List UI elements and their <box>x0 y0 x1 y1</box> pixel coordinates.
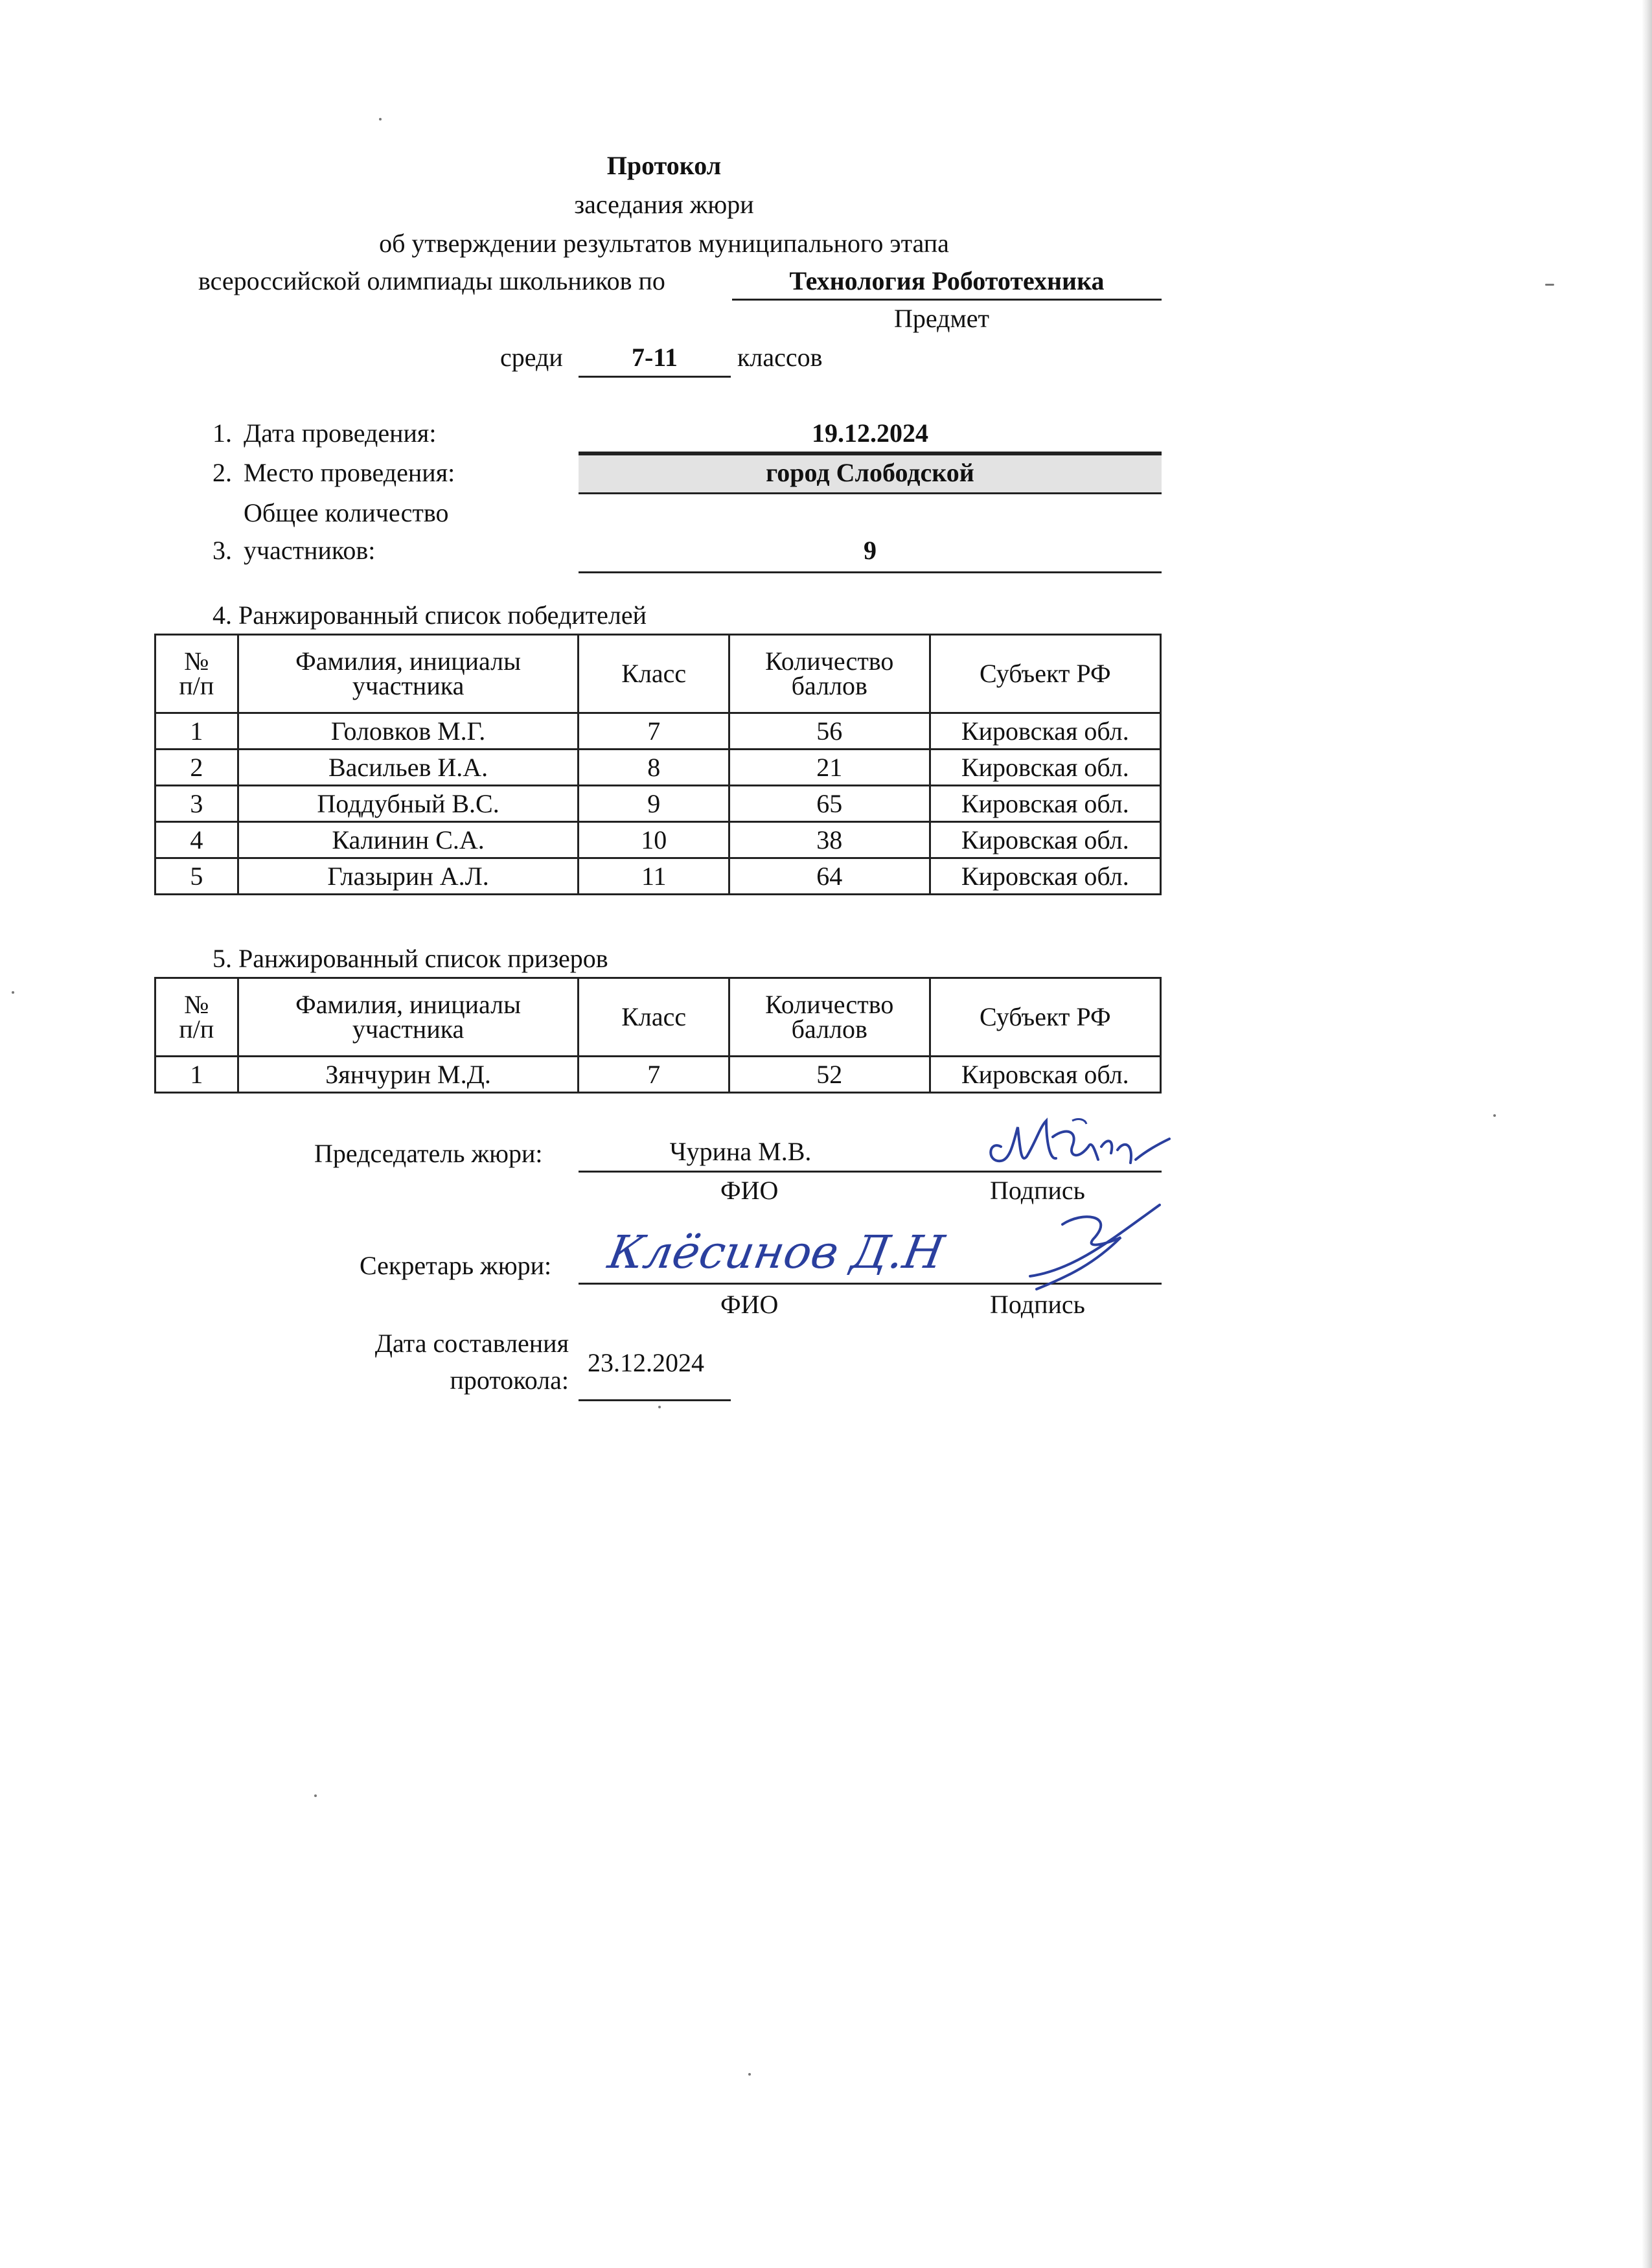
table-cell: Калинин С.А. <box>238 822 579 858</box>
table-cell: 21 <box>729 750 930 786</box>
title-line-2: заседания жюри <box>574 190 754 219</box>
table-cell: Кировская обл. <box>930 750 1160 786</box>
date-label-line1: Дата составления <box>374 1329 569 1358</box>
column-header: Субъект РФ <box>930 978 1160 1057</box>
table-cell: 5 <box>155 858 238 895</box>
table-cell: Кировская обл. <box>930 786 1160 822</box>
title-line-4: всероссийской олимпиады школьников по <box>198 266 665 295</box>
table-cell: 7 <box>579 1057 729 1093</box>
secretary-signature <box>998 1198 1179 1302</box>
date-held-value: 19.12.2024 <box>812 418 928 448</box>
table-row <box>155 786 1161 822</box>
column-header: Фамилия, инициалы участника <box>238 635 579 713</box>
table-cell: 56 <box>729 713 930 750</box>
table-cell: 7 <box>579 713 729 750</box>
info-3-label-line2: участников: <box>244 536 376 565</box>
table-cell: 8 <box>579 750 729 786</box>
table-cell: 11 <box>579 858 729 895</box>
column-header: № п/п <box>155 978 238 1057</box>
table-cell: Васильев И.А. <box>238 750 579 786</box>
table-cell: Поддубный В.С. <box>238 786 579 822</box>
table-cell: Головков М.Г. <box>238 713 579 750</box>
table-cell: Кировская обл. <box>930 1057 1160 1093</box>
column-header: № п/п <box>155 635 238 713</box>
column-header: Субъект РФ <box>930 635 1160 713</box>
chair-label: Председатель жюри: <box>314 1139 543 1168</box>
secretary-fio-caption: ФИО <box>720 1290 779 1319</box>
table-cell: 4 <box>155 822 238 858</box>
table-row <box>155 1057 1161 1093</box>
table-cell: 2 <box>155 750 238 786</box>
table-cell: 10 <box>579 822 729 858</box>
table-cell: Зянчурин М.Д. <box>238 1057 579 1093</box>
winners-table <box>154 634 1162 895</box>
chair-fio-caption: ФИО <box>720 1176 779 1205</box>
column-header: Фамилия, инициалы участника <box>238 978 579 1057</box>
scan-edge-shadow <box>1642 0 1652 2268</box>
winners-heading: 4. Ранжированный список победителей <box>212 601 647 630</box>
info-1-label: Дата проведения: <box>244 418 437 448</box>
table-cell: Кировская обл. <box>930 822 1160 858</box>
prizewinners-heading: 5. Ранжированный список призеров <box>212 944 608 973</box>
scan-speck <box>379 118 382 120</box>
subject-caption: Предмет <box>894 304 990 333</box>
secretary-label: Секретарь жюри: <box>360 1251 552 1280</box>
info-3-num: 3. <box>212 536 232 565</box>
table-header-row <box>155 978 1161 1057</box>
info-2-label: Место проведения: <box>244 458 455 487</box>
grades-value: 7-11 <box>631 343 678 372</box>
subject-value: Технология Робототехника <box>789 266 1105 295</box>
table-cell: 3 <box>155 786 238 822</box>
table-cell: 38 <box>729 822 930 858</box>
table-cell: Кировская обл. <box>930 858 1160 895</box>
scan-speck <box>748 2073 751 2076</box>
column-header: Количество баллов <box>729 635 930 713</box>
scan-speck <box>1545 284 1554 286</box>
secretary-name-handwritten: Клёсинов Д.Н <box>604 1226 948 1279</box>
column-header: Класс <box>579 635 729 713</box>
among-prefix: среди <box>500 343 563 372</box>
document-title: Протокол <box>606 151 722 180</box>
table-header-row <box>155 635 1161 713</box>
among-suffix: классов <box>737 343 823 372</box>
scan-speck <box>1493 1114 1496 1117</box>
table-cell: 64 <box>729 858 930 895</box>
table-cell: Кировская обл. <box>930 713 1160 750</box>
column-header: Класс <box>579 978 729 1057</box>
table-row <box>155 858 1161 895</box>
scan-speck <box>658 1406 661 1408</box>
table-row <box>155 713 1161 750</box>
table-cell: Глазырин А.Л. <box>238 858 579 895</box>
table-row <box>155 822 1161 858</box>
table-cell: 1 <box>155 1057 238 1093</box>
chair-sign-caption: Подпись <box>990 1176 1085 1205</box>
table-cell: 1 <box>155 713 238 750</box>
info-2-num: 2. <box>212 458 232 487</box>
info-1-num: 1. <box>212 418 232 448</box>
scan-speck <box>12 991 14 994</box>
chair-signature <box>975 1101 1182 1205</box>
date-label-line2: протокола: <box>450 1366 569 1395</box>
protocol-date-value: 23.12.2024 <box>588 1348 704 1377</box>
prizewinners-table <box>154 977 1162 1094</box>
participants-count-value: 9 <box>864 536 877 565</box>
table-row <box>155 750 1161 786</box>
title-line-3: об утверждении результатов муниципального этапа <box>379 229 949 258</box>
scan-speck <box>314 1794 317 1797</box>
venue-value: город Слободской <box>766 458 974 487</box>
table-cell: 52 <box>729 1057 930 1093</box>
column-header: Количество баллов <box>729 978 930 1057</box>
info-3-label-line1: Общее количество <box>244 498 449 527</box>
table-cell: 9 <box>579 786 729 822</box>
secretary-sign-caption: Подпись <box>990 1290 1085 1319</box>
table-cell: 65 <box>729 786 930 822</box>
chair-name: Чурина М.В. <box>669 1137 812 1166</box>
